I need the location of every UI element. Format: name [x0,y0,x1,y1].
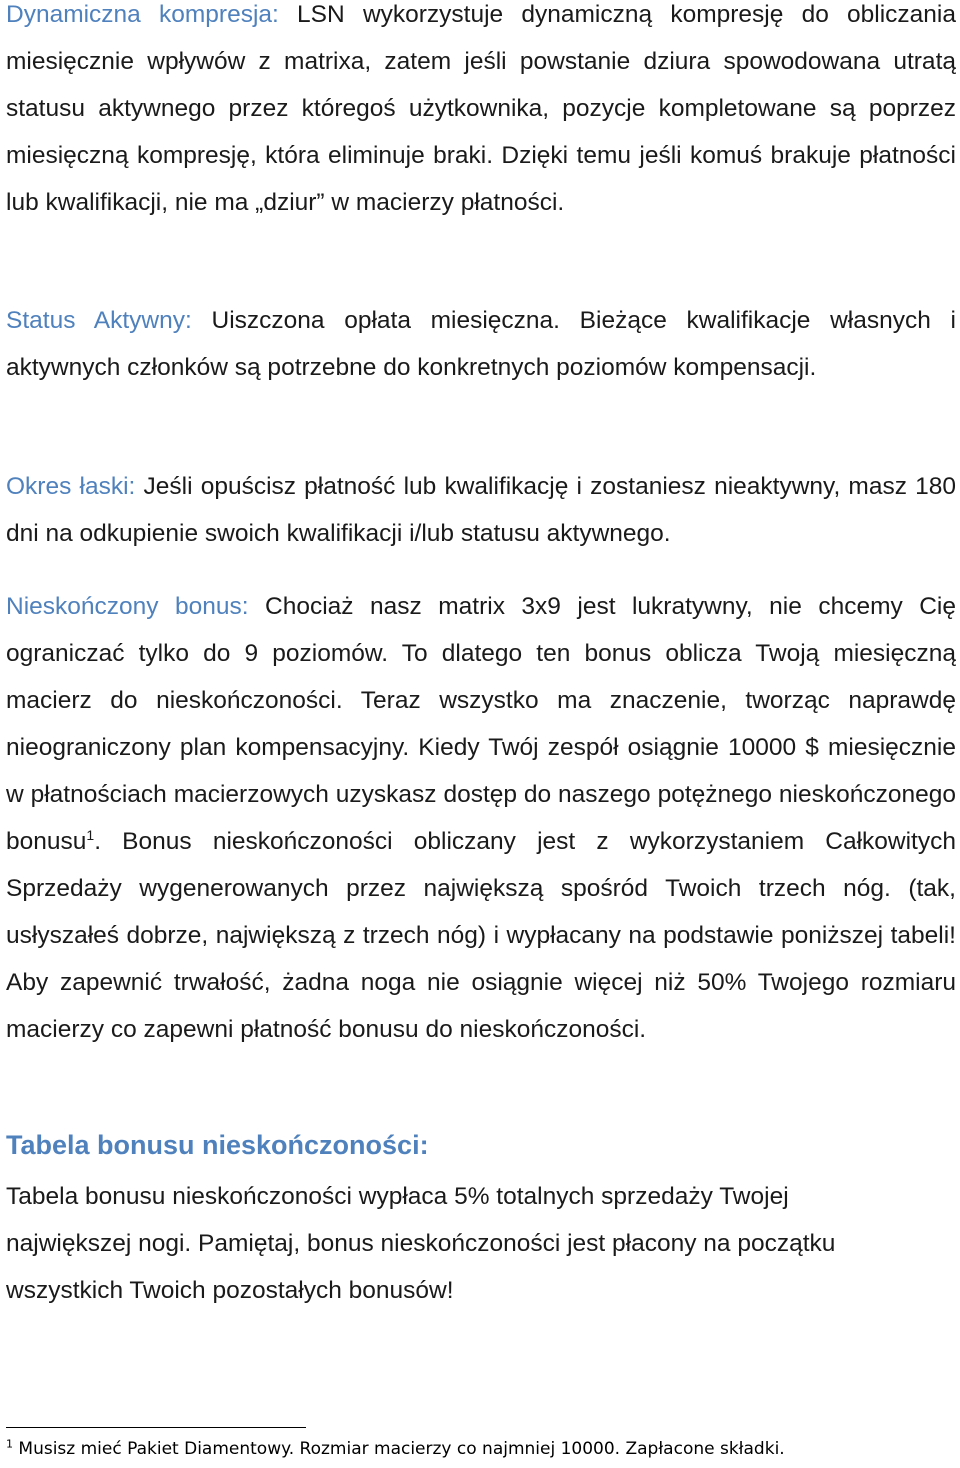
footnote-divider [6,1427,306,1428]
dynamic-compression-paragraph [6,0,956,226]
grace-period-paragraph [6,463,956,557]
infinity-bonus-text: Chociaż nasz matrix 3x9 jest lukratywny, nie chcemy Cię ograniczać tylko do 9 poziomów. To dlatego ten bonus oblicza Twoją miesięczną macierz do nieskończoności. Teraz wszystko ma znaczenie, tworząc naprawdę nieograniczony plan kompensacyjny. Kiedy Twój zespół osiągnie 10000 $ miesięcznie w płatnościach macierzowych uzyskasz dostęp do naszego potężnego nieskończonego bonusu [6,593,956,855]
footnote [6,1438,785,1460]
grace-period-text: Jeśli opuścisz płatność lub kwalifikację i zostaniesz nieaktywny, masz 180 dni na odkupienie swoich kwalifikacji i/lub statusu aktywnego. [6,473,957,547]
active-status-label: Status Aktywny: [6,307,192,334]
infinity-bonus-text-continued: . Bonus nieskończoności obliczany jest z wykorzystaniem Całkowitych Sprzedaży wygenerowanych przez największą spośród Twoich trzech nóg. (tak, usłyszałeś dobrze, największą z trzech nóg) i wypłacany na podstawie poniższej tabeli! Aby zapewnić trwałość, żadna noga nie osiągnie więcej niż 50% Twojego rozmiaru macierzy co zapewni płatność bonusu do nieskończoności. [6,828,956,1043]
footnote-marker: 1 [6,1437,13,1451]
infinity-table-heading: Tabela bonusu nieskończoności: [6,1130,429,1160]
infinity-bonus-paragraph [6,583,956,1053]
dynamic-compression-text: LSN wykorzystuje dynamiczną kompresję do obliczania miesięcznie wpływów z matrixa, zatem jeśli powstanie dziura spowodowana utratą statusu aktywnego przez któregoś użytkownika, pozycje kompletowane są poprzez miesięczną kompresję, która eliminuje braki. Dzięki temu jeśli komuś brakuje płatności lub kwalifikacji, nie ma „dziur” w macierzy płatności. [6,1,956,216]
dynamic-compression-label: Dynamiczna kompresja: [6,1,279,28]
footnote-reference: 1 [86,826,95,843]
infinity-table-text: Tabela bonusu nieskończoności wypłaca 5% totalnych sprzedaży Twojej największej nogi. Pamiętaj, bonus nieskończoności jest płacony na początku wszystkich Twoich pozostałych bonusów! [6,1183,836,1304]
active-status-text: Uiszczona opłata miesięczna. Bieżące kwalifikacje własnych i aktywnych członków są potrzebne do konkretnych poziomów kompensacji. [6,307,956,381]
active-status-paragraph [6,297,956,391]
footnote-text: Musisz mieć Pakiet Diamentowy. Rozmiar macierzy co najmniej 10000. Zapłacone składki. [13,1439,785,1459]
grace-period-label: Okres łaski: [6,473,136,500]
infinity-table-paragraph [6,1173,906,1314]
infinity-bonus-label: Nieskończony bonus: [6,593,249,620]
